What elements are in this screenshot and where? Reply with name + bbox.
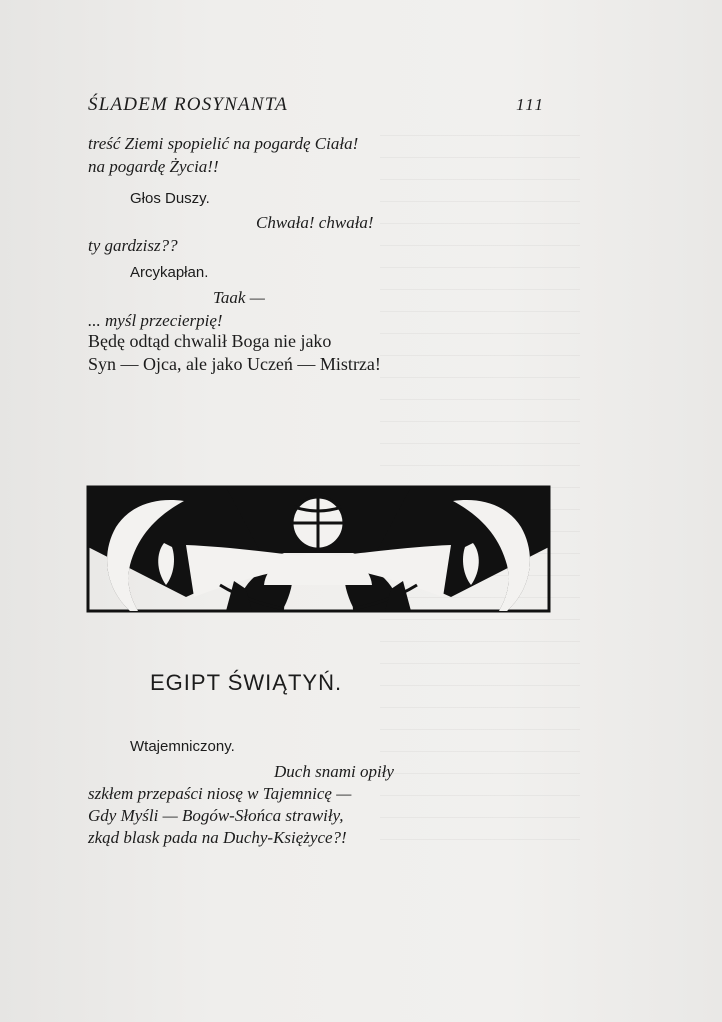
text-line: Będę odtąd chwalił Boga nie jako bbox=[88, 331, 332, 351]
art-nouveau-ornament bbox=[86, 485, 551, 613]
text-line: Syn — Ojca, ale jako Uczeń — Mistrza! bbox=[88, 354, 381, 374]
verse-line: Taak — bbox=[213, 288, 265, 307]
verse-line: zkąd blask pada na Duchy-Księżyce?! bbox=[88, 828, 347, 847]
show-through-text bbox=[380, 120, 580, 840]
verse-line: ty gardzisz?? bbox=[88, 236, 178, 255]
speaker-label: Głos Duszy. bbox=[130, 190, 210, 207]
page-number: 111 bbox=[516, 95, 545, 114]
verse-line: treść Ziemi spopielić na pogardę Ciała! bbox=[88, 134, 359, 153]
verse-line: na pogardę Życia!! bbox=[88, 157, 219, 176]
speaker-label: Wtajemniczony. bbox=[130, 738, 235, 755]
verse-line: Chwała! chwała! bbox=[256, 213, 374, 232]
section-heading: EGIPT ŚWIĄTYŃ. bbox=[150, 670, 343, 695]
verse-line: Duch snami opiły bbox=[274, 762, 394, 781]
running-title: ŚLADEM ROSYNANTA bbox=[88, 94, 288, 115]
verse-line: Gdy Myśli — Bogów-Słońca strawiły, bbox=[88, 806, 344, 825]
verse-line: ... myśl przecierpię! bbox=[88, 311, 223, 330]
speaker-label: Arcykapłan. bbox=[130, 264, 209, 281]
verse-line: szkłem przepaści niosę w Tajemnicę — bbox=[88, 784, 352, 803]
